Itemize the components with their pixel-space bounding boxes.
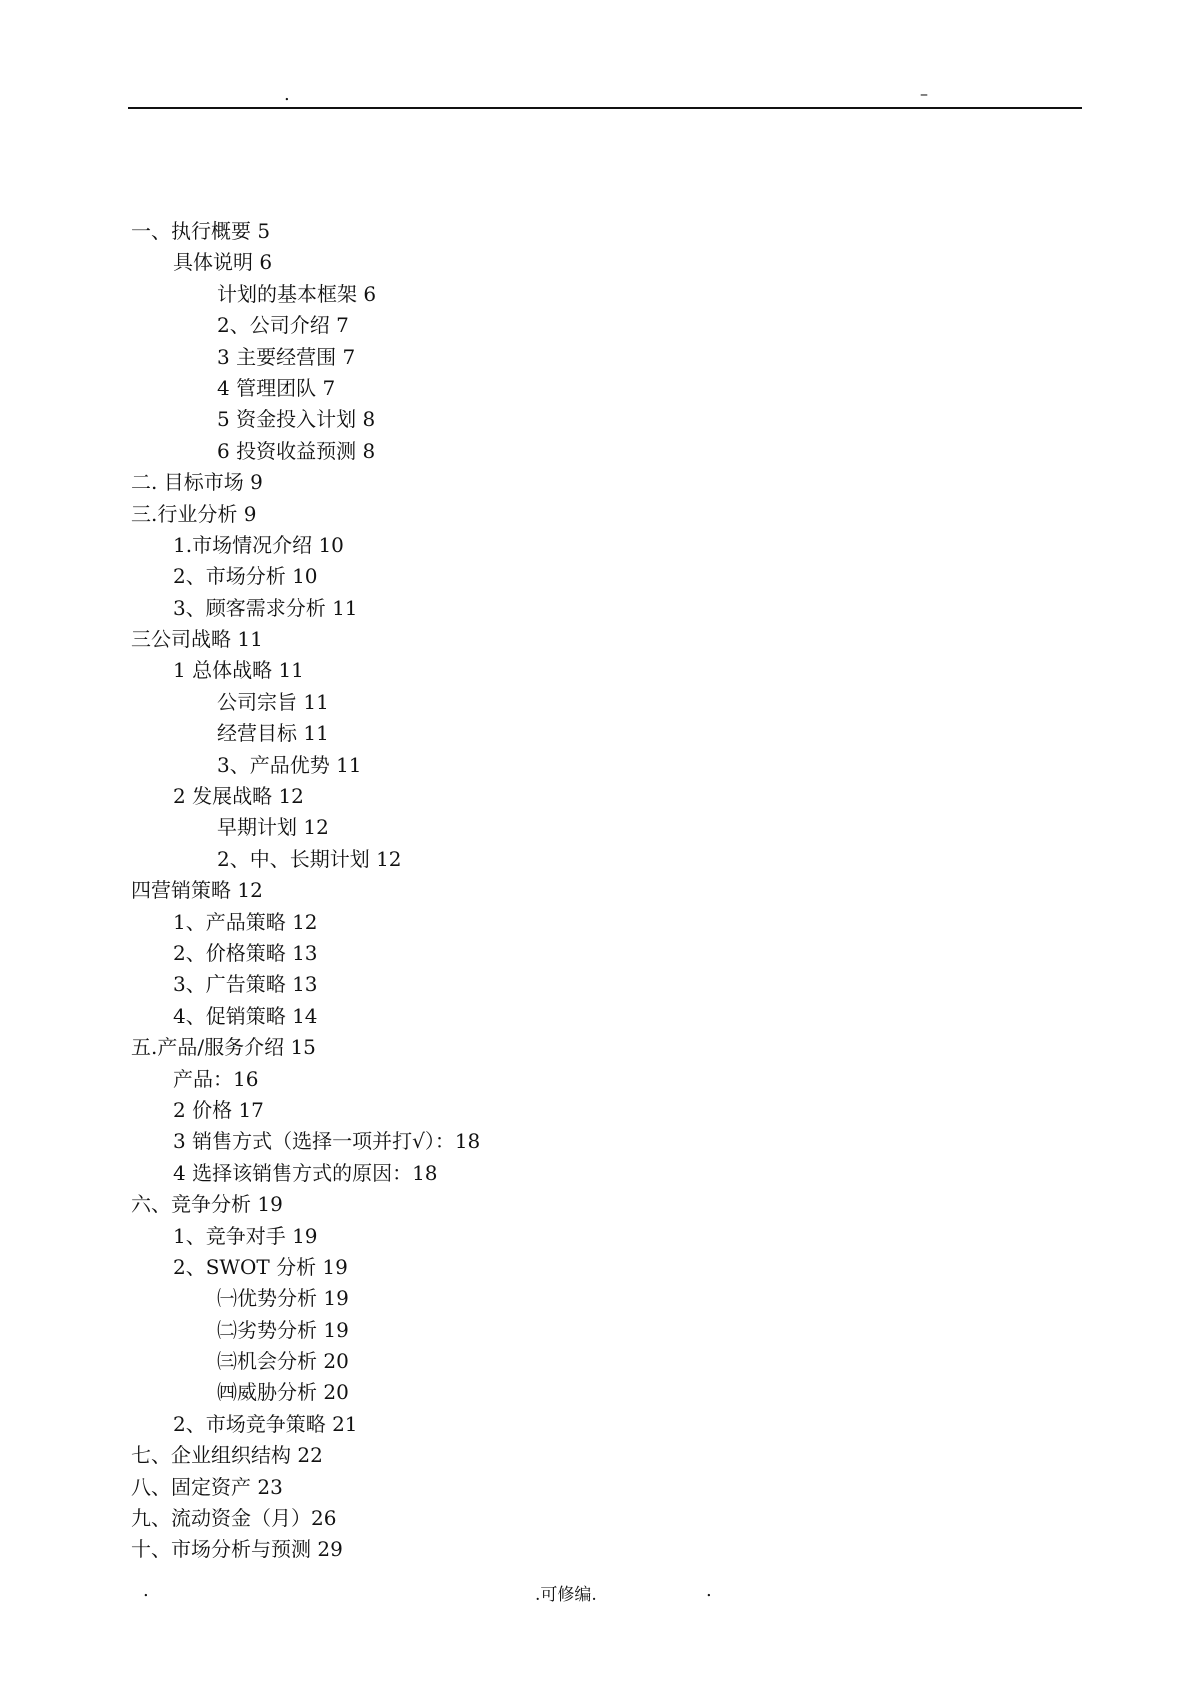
toc-entry: 具体说明 6	[173, 250, 273, 275]
toc-entry: 3 主要经营围 7	[217, 344, 356, 369]
toc-entry: 三公司战略 11	[131, 627, 263, 652]
toc-entry: 5 资金投入计划 8	[217, 407, 376, 432]
toc-entry: 1 总体战略 11	[173, 658, 304, 683]
toc-entry: 1、竞争对手 19	[173, 1223, 318, 1248]
footer-editable-note: .可修编.	[535, 1585, 597, 1605]
toc-entry: 2 发展战略 12	[173, 784, 304, 809]
table-of-contents	[131, 216, 480, 1566]
toc-entry: 一、执行概要 5	[131, 219, 271, 243]
toc-entry: 公司宗旨 11	[217, 689, 329, 714]
toc-entry: 二. 目标市场 9	[131, 470, 263, 495]
toc-entry: 2、市场竞争策略 21	[173, 1411, 358, 1436]
header-right-mark: –	[920, 84, 928, 103]
toc-entry: 五.产品/服务介绍 15	[131, 1035, 316, 1060]
toc-entry: 计划的基本框架 6	[217, 281, 377, 306]
toc-entry: 2、市场分析 10	[173, 564, 318, 589]
toc-entry: 七、企业组织结构 22	[131, 1443, 323, 1468]
toc-entry: 3、广告策略 13	[173, 972, 318, 997]
toc-entry: 4 选择该销售方式的原因：18	[173, 1160, 438, 1185]
toc-entry: 3、产品优势 11	[217, 752, 362, 777]
toc-entry: 4、促销策略 14	[173, 1003, 318, 1028]
toc-entry: 2、公司介绍 7	[217, 313, 349, 338]
toc-entry: 2、中、长期计划 12	[217, 846, 402, 871]
toc-entry: 3、顾客需求分析 11	[173, 595, 358, 620]
toc-entry: 四营销策略 12	[131, 878, 263, 903]
toc-entry: 4 管理团队 7	[217, 375, 336, 400]
toc-entry: ㈢机会分析 20	[217, 1349, 349, 1374]
toc-entry: ㈡劣势分析 19	[217, 1317, 349, 1342]
toc-entry: 6 投资收益预测 8	[217, 438, 376, 463]
toc-entry: 3 销售方式（选择一项并打√）：18	[173, 1129, 481, 1154]
toc-entry: ㈣威胁分析 20	[217, 1380, 349, 1405]
toc-entry: 六、竞争分析 19	[131, 1192, 283, 1217]
footer-right-mark: .	[706, 1580, 712, 1601]
toc-entry: 2、SWOT 分析 19	[173, 1254, 348, 1279]
toc-entry: 九、流动资金（月）26	[131, 1506, 337, 1531]
footer-left-mark: .	[143, 1580, 149, 1601]
toc-entry: 1.市场情况介绍 10	[173, 532, 344, 557]
toc-entry: 三.行业分析 9	[131, 501, 257, 526]
toc-entry: 早期计划 12	[217, 815, 329, 840]
toc-entry: 2 价格 17	[173, 1097, 264, 1122]
header-rule	[128, 107, 1082, 109]
toc-entry: 产品：16	[173, 1066, 259, 1091]
toc-entry: 1、产品策略 12	[173, 909, 318, 934]
toc-entry: ㈠优势分析 19	[217, 1286, 349, 1311]
header-left-mark: .	[284, 84, 290, 105]
toc-entry: 八、固定资产 23	[131, 1474, 283, 1499]
toc-entry: 2、价格策略 13	[173, 940, 318, 965]
toc-entry: 经营目标 11	[217, 721, 329, 746]
toc-entry: 十、市场分析与预测 29	[131, 1537, 343, 1562]
